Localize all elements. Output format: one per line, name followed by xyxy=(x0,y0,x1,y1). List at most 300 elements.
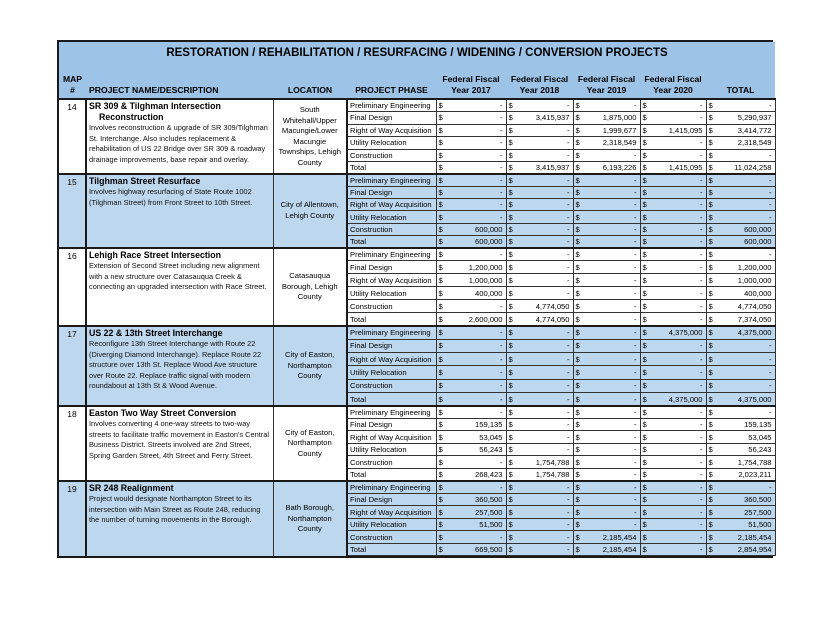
amount-fy2020 xyxy=(640,456,706,469)
amount-fy2018 xyxy=(506,223,573,235)
amount-value: - xyxy=(566,532,570,542)
column-header-map: MAP # xyxy=(62,74,83,95)
projects-table-body xyxy=(59,99,775,556)
currency-symbol: $ xyxy=(508,482,513,492)
amount-fy2019 xyxy=(573,261,640,274)
project-location: South Whitehall/Upper Macungie/Lower Macungie Townships, Lehigh County xyxy=(273,99,347,174)
currency-symbol: $ xyxy=(575,113,580,123)
currency-symbol: $ xyxy=(642,200,647,210)
amount-value: - xyxy=(699,482,703,492)
amount-fy2019 xyxy=(573,418,640,431)
amount-fy2017 xyxy=(436,406,506,419)
currency-symbol: $ xyxy=(508,224,513,234)
amount-value: - xyxy=(699,275,703,285)
amount-value: 1,754,788 xyxy=(737,457,772,467)
currency-symbol: $ xyxy=(642,175,647,185)
project-phase: Utility Relocation xyxy=(347,366,436,379)
amount-total xyxy=(706,223,775,235)
amount-fy2019 xyxy=(573,339,640,352)
project-phase: Utility Relocation xyxy=(347,287,436,300)
amount-value: 257,500 xyxy=(475,507,503,517)
amount-fy2020 xyxy=(640,518,706,531)
currency-symbol: $ xyxy=(642,445,647,455)
amount-value: - xyxy=(499,341,503,351)
amount-value: - xyxy=(699,237,703,247)
amount-fy2019 xyxy=(573,223,640,235)
amount-value: 159,135 xyxy=(475,420,503,430)
currency-symbol: $ xyxy=(575,250,580,260)
project-description-cell xyxy=(86,326,273,406)
currency-symbol: $ xyxy=(438,354,443,364)
currency-symbol: $ xyxy=(438,520,443,530)
project-location: City of Allentown, Lehigh County xyxy=(273,174,347,248)
currency-symbol: $ xyxy=(508,275,513,285)
amount-value: - xyxy=(566,275,570,285)
amount-value: 3,415,937 xyxy=(535,163,570,172)
amount-value: - xyxy=(566,224,570,234)
amount-value: - xyxy=(699,187,703,197)
amount-fy2018 xyxy=(506,124,573,137)
amount-value: - xyxy=(699,407,703,417)
project-phase: Utility Relocation xyxy=(347,137,436,150)
amount-value: - xyxy=(566,101,570,110)
amount-fy2018 xyxy=(506,112,573,125)
amount-fy2018 xyxy=(506,481,573,494)
currency-symbol: $ xyxy=(708,328,713,338)
amount-fy2018 xyxy=(506,137,573,150)
amount-value: - xyxy=(499,354,503,364)
currency-symbol: $ xyxy=(708,288,713,298)
amount-value: 1,875,000 xyxy=(602,113,637,123)
currency-symbol: $ xyxy=(575,150,580,160)
amount-value: 7,374,050 xyxy=(737,314,772,324)
project-phase: Construction xyxy=(347,379,436,392)
project-phase: Right of Way Acquisition xyxy=(347,199,436,211)
map-number: 14 xyxy=(59,99,86,174)
amount-value: - xyxy=(699,520,703,530)
amount-fy2020 xyxy=(640,543,706,556)
currency-symbol: $ xyxy=(575,341,580,351)
amount-total xyxy=(706,406,775,419)
currency-symbol: $ xyxy=(438,275,443,285)
amount-value: - xyxy=(566,381,570,391)
amount-fy2017 xyxy=(436,339,506,352)
amount-value: 1,754,788 xyxy=(535,469,570,479)
project-location: City of Easton, Northampton County xyxy=(273,406,347,481)
amount-fy2017 xyxy=(436,236,506,248)
currency-symbol: $ xyxy=(508,407,513,417)
amount-fy2020 xyxy=(640,326,706,339)
project-phase: Total xyxy=(347,543,436,556)
amount-fy2018 xyxy=(506,261,573,274)
amount-value: 2,185,454 xyxy=(737,532,772,542)
amount-value: - xyxy=(566,175,570,185)
amount-total xyxy=(706,211,775,223)
currency-symbol: $ xyxy=(575,125,580,135)
currency-symbol: $ xyxy=(642,482,647,492)
amount-fy2017 xyxy=(436,274,506,287)
table-row xyxy=(59,326,775,339)
project-location: City of Easton, Northampton County xyxy=(273,326,347,406)
table-row xyxy=(59,174,775,186)
currency-symbol: $ xyxy=(508,445,513,455)
amount-value: 3,415,937 xyxy=(535,113,570,123)
project-phase: Construction xyxy=(347,149,436,162)
amount-value: - xyxy=(633,445,637,455)
currency-symbol: $ xyxy=(508,187,513,197)
amount-value: - xyxy=(699,469,703,479)
amount-value: - xyxy=(769,381,772,391)
amount-fy2018 xyxy=(506,236,573,248)
amount-fy2019 xyxy=(573,112,640,125)
amount-value: - xyxy=(566,262,570,272)
currency-symbol: $ xyxy=(438,212,443,222)
amount-fy2018 xyxy=(506,393,573,406)
currency-symbol: $ xyxy=(575,495,580,505)
amount-value: - xyxy=(499,381,503,391)
amount-fy2017 xyxy=(436,99,506,112)
project-phase: Total xyxy=(347,313,436,326)
currency-symbol: $ xyxy=(642,288,647,298)
amount-total xyxy=(706,543,775,556)
amount-fy2019 xyxy=(573,99,640,112)
amount-value: - xyxy=(633,288,637,298)
currency-symbol: $ xyxy=(438,532,443,542)
amount-fy2018 xyxy=(506,287,573,300)
currency-symbol: $ xyxy=(438,250,443,260)
currency-symbol: $ xyxy=(438,495,443,505)
amount-value: 4,774,050 xyxy=(535,314,570,324)
amount-fy2019 xyxy=(573,481,640,494)
amount-value: 1,415,095 xyxy=(668,125,703,135)
amount-fy2018 xyxy=(506,274,573,287)
amount-fy2020 xyxy=(640,186,706,198)
amount-fy2019 xyxy=(573,406,640,419)
amount-value: - xyxy=(633,420,637,430)
currency-symbol: $ xyxy=(642,125,647,135)
project-phase: Construction xyxy=(347,531,436,544)
currency-symbol: $ xyxy=(708,163,713,172)
amount-value: 11,024,258 xyxy=(734,163,772,172)
amount-value: 6,193,226 xyxy=(602,163,637,172)
amount-fy2019 xyxy=(573,186,640,198)
project-description-cell xyxy=(86,481,273,556)
amount-fy2019 xyxy=(573,366,640,379)
amount-value: - xyxy=(499,125,503,135)
currency-symbol: $ xyxy=(438,237,443,247)
currency-symbol: $ xyxy=(575,507,580,517)
currency-symbol: $ xyxy=(708,469,713,479)
amount-total xyxy=(706,339,775,352)
project-phase: Right of Way Acquisition xyxy=(347,353,436,366)
project-phase: Total xyxy=(347,393,436,406)
amount-value: - xyxy=(566,520,570,530)
amount-value: 600,000 xyxy=(475,224,503,234)
currency-symbol: $ xyxy=(438,407,443,417)
project-name: US 22 & 13th Street Interchange xyxy=(89,327,223,338)
currency-symbol: $ xyxy=(438,482,443,492)
amount-value: 360,500 xyxy=(475,495,503,505)
currency-symbol: $ xyxy=(438,394,443,404)
project-phase: Utility Relocation xyxy=(347,518,436,531)
amount-value: - xyxy=(566,328,570,338)
currency-symbol: $ xyxy=(508,113,513,123)
amount-value: - xyxy=(699,200,703,210)
amount-value: 669,500 xyxy=(475,545,503,555)
amount-value: - xyxy=(699,368,703,378)
project-name: Easton Two Way Street Conversion xyxy=(89,407,237,418)
amount-total xyxy=(706,353,775,366)
amount-value: - xyxy=(769,212,772,222)
amount-value: - xyxy=(499,150,503,160)
amount-value: - xyxy=(699,532,703,542)
amount-value: - xyxy=(499,212,503,222)
amount-fy2020 xyxy=(640,211,706,223)
amount-value: 600,000 xyxy=(744,224,772,234)
amount-fy2017 xyxy=(436,366,506,379)
amount-value: - xyxy=(769,354,772,364)
amount-fy2020 xyxy=(640,124,706,137)
project-phase: Final Design xyxy=(347,186,436,198)
amount-value: - xyxy=(699,432,703,442)
amount-fy2019 xyxy=(573,493,640,506)
amount-fy2020 xyxy=(640,339,706,352)
amount-total xyxy=(706,300,775,313)
amount-value: - xyxy=(699,341,703,351)
amount-total xyxy=(706,393,775,406)
amount-fy2018 xyxy=(506,149,573,162)
amount-value: - xyxy=(633,328,637,338)
currency-symbol: $ xyxy=(575,237,580,247)
project-phase: Total xyxy=(347,162,436,175)
amount-fy2020 xyxy=(640,506,706,519)
currency-symbol: $ xyxy=(708,495,713,505)
amount-value: - xyxy=(699,507,703,517)
currency-symbol: $ xyxy=(708,237,713,247)
currency-symbol: $ xyxy=(642,113,647,123)
amount-total xyxy=(706,431,775,444)
amount-fy2020 xyxy=(640,261,706,274)
amount-value: 400,000 xyxy=(744,288,772,298)
amount-fy2018 xyxy=(506,353,573,366)
currency-symbol: $ xyxy=(708,175,713,185)
currency-symbol: $ xyxy=(575,545,580,555)
currency-symbol: $ xyxy=(575,457,580,467)
amount-fy2017 xyxy=(436,531,506,544)
amount-fy2017 xyxy=(436,174,506,186)
amount-fy2018 xyxy=(506,211,573,223)
amount-fy2019 xyxy=(573,456,640,469)
amount-value: - xyxy=(699,212,703,222)
amount-fy2020 xyxy=(640,223,706,235)
amount-total xyxy=(706,518,775,531)
amount-total xyxy=(706,186,775,198)
table-row xyxy=(59,248,775,261)
amount-value: 2,185,454 xyxy=(602,532,637,542)
amount-total xyxy=(706,481,775,494)
amount-fy2018 xyxy=(506,99,573,112)
currency-symbol: $ xyxy=(575,482,580,492)
amount-value: - xyxy=(633,394,637,404)
amount-total xyxy=(706,274,775,287)
currency-symbol: $ xyxy=(642,545,647,555)
currency-symbol: $ xyxy=(508,138,513,148)
project-phase: Final Design xyxy=(347,418,436,431)
currency-symbol: $ xyxy=(508,314,513,324)
amount-total xyxy=(706,493,775,506)
currency-symbol: $ xyxy=(708,341,713,351)
project-name: Lehigh Race Street Intersection xyxy=(89,249,221,260)
currency-symbol: $ xyxy=(508,495,513,505)
amount-fy2019 xyxy=(573,518,640,531)
amount-fy2019 xyxy=(573,287,640,300)
amount-fy2018 xyxy=(506,366,573,379)
amount-fy2017 xyxy=(436,326,506,339)
amount-value: - xyxy=(566,354,570,364)
currency-symbol: $ xyxy=(708,275,713,285)
amount-fy2017 xyxy=(436,418,506,431)
amount-fy2018 xyxy=(506,248,573,261)
currency-symbol: $ xyxy=(708,445,713,455)
amount-value: - xyxy=(633,314,637,324)
amount-fy2018 xyxy=(506,506,573,519)
amount-value: 4,375,000 xyxy=(737,394,772,404)
amount-fy2017 xyxy=(436,493,506,506)
currency-symbol: $ xyxy=(642,237,647,247)
amount-value: - xyxy=(633,250,637,260)
currency-symbol: $ xyxy=(508,328,513,338)
currency-symbol: $ xyxy=(708,482,713,492)
amount-fy2018 xyxy=(506,531,573,544)
amount-value: - xyxy=(566,341,570,351)
currency-symbol: $ xyxy=(575,381,580,391)
amount-fy2020 xyxy=(640,99,706,112)
amount-value: 1,415,095 xyxy=(668,163,703,172)
currency-symbol: $ xyxy=(575,445,580,455)
amount-value: 53,045 xyxy=(479,432,503,442)
project-description-cell xyxy=(86,248,273,326)
amount-fy2018 xyxy=(506,174,573,186)
amount-value: 600,000 xyxy=(744,237,772,247)
currency-symbol: $ xyxy=(508,200,513,210)
amount-value: - xyxy=(699,495,703,505)
project-phase: Final Design xyxy=(347,112,436,125)
amount-fy2019 xyxy=(573,248,640,261)
currency-symbol: $ xyxy=(642,507,647,517)
amount-fy2017 xyxy=(436,456,506,469)
amount-fy2020 xyxy=(640,418,706,431)
currency-symbol: $ xyxy=(708,381,713,391)
amount-total xyxy=(706,456,775,469)
amount-fy2020 xyxy=(640,406,706,419)
amount-value: - xyxy=(499,138,503,148)
currency-symbol: $ xyxy=(708,101,713,110)
currency-symbol: $ xyxy=(708,150,713,160)
project-description: Project would designate Northampton Street to its intersection with Main Street as Route 248, reducing the number of turning movements in the Borough. xyxy=(89,493,261,525)
amount-value: - xyxy=(633,482,637,492)
currency-symbol: $ xyxy=(438,368,443,378)
amount-value: 2,023,211 xyxy=(738,469,772,479)
amount-value: - xyxy=(769,150,772,160)
amount-total xyxy=(706,326,775,339)
amount-value: - xyxy=(566,407,570,417)
amount-value: - xyxy=(699,250,703,260)
amount-fy2017 xyxy=(436,481,506,494)
amount-value: - xyxy=(699,301,703,311)
amount-value: - xyxy=(769,368,772,378)
project-phase: Preliminary Engineering xyxy=(347,174,436,186)
currency-symbol: $ xyxy=(642,224,647,234)
currency-symbol: $ xyxy=(708,520,713,530)
amount-value: - xyxy=(499,200,503,210)
currency-symbol: $ xyxy=(708,301,713,311)
amount-total xyxy=(706,531,775,544)
amount-value: - xyxy=(633,368,637,378)
currency-symbol: $ xyxy=(708,354,713,364)
currency-symbol: $ xyxy=(642,368,647,378)
amount-value: - xyxy=(566,187,570,197)
column-header-name: PROJECT NAME/DESCRIPTION xyxy=(89,85,219,95)
currency-symbol: $ xyxy=(642,150,647,160)
amount-fy2019 xyxy=(573,124,640,137)
currency-symbol: $ xyxy=(642,314,647,324)
project-description: Involves reconstruction & upgrade of SR 309/Tilghman St. Interchange. Also includes replacement & rehabilitation of US 22 Bridge over SR 309 & roadway drainage improvements, base repair and overlay. xyxy=(89,123,268,164)
amount-value: - xyxy=(499,187,503,197)
currency-symbol: $ xyxy=(508,368,513,378)
column-header-total: TOTAL xyxy=(726,85,755,95)
amount-value: - xyxy=(769,175,772,185)
currency-symbol: $ xyxy=(438,445,443,455)
currency-symbol: $ xyxy=(575,224,580,234)
currency-symbol: $ xyxy=(708,187,713,197)
amount-value: - xyxy=(699,224,703,234)
amount-value: - xyxy=(633,495,637,505)
amount-fy2019 xyxy=(573,543,640,556)
currency-symbol: $ xyxy=(642,250,647,260)
amount-fy2019 xyxy=(573,313,640,326)
amount-fy2020 xyxy=(640,366,706,379)
amount-value: - xyxy=(699,113,703,123)
currency-symbol: $ xyxy=(642,354,647,364)
amount-fy2020 xyxy=(640,199,706,211)
amount-fy2019 xyxy=(573,379,640,392)
amount-value: - xyxy=(566,482,570,492)
currency-symbol: $ xyxy=(575,262,580,272)
amount-fy2017 xyxy=(436,162,506,175)
amount-value: 159,135 xyxy=(744,420,772,430)
amount-value: - xyxy=(633,354,637,364)
amount-total xyxy=(706,199,775,211)
amount-fy2019 xyxy=(573,174,640,186)
amount-total xyxy=(706,418,775,431)
amount-fy2020 xyxy=(640,443,706,456)
amount-value: - xyxy=(499,532,503,542)
amount-fy2019 xyxy=(573,137,640,150)
amount-fy2017 xyxy=(436,518,506,531)
amount-fy2018 xyxy=(506,313,573,326)
amount-total xyxy=(706,236,775,248)
currency-symbol: $ xyxy=(438,262,443,272)
amount-fy2019 xyxy=(573,468,640,481)
amount-fy2017 xyxy=(436,199,506,211)
amount-value: - xyxy=(499,457,503,467)
currency-symbol: $ xyxy=(642,420,647,430)
amount-value: - xyxy=(699,288,703,298)
currency-symbol: $ xyxy=(575,432,580,442)
currency-symbol: $ xyxy=(438,341,443,351)
currency-symbol: $ xyxy=(642,187,647,197)
amount-value: - xyxy=(699,150,703,160)
